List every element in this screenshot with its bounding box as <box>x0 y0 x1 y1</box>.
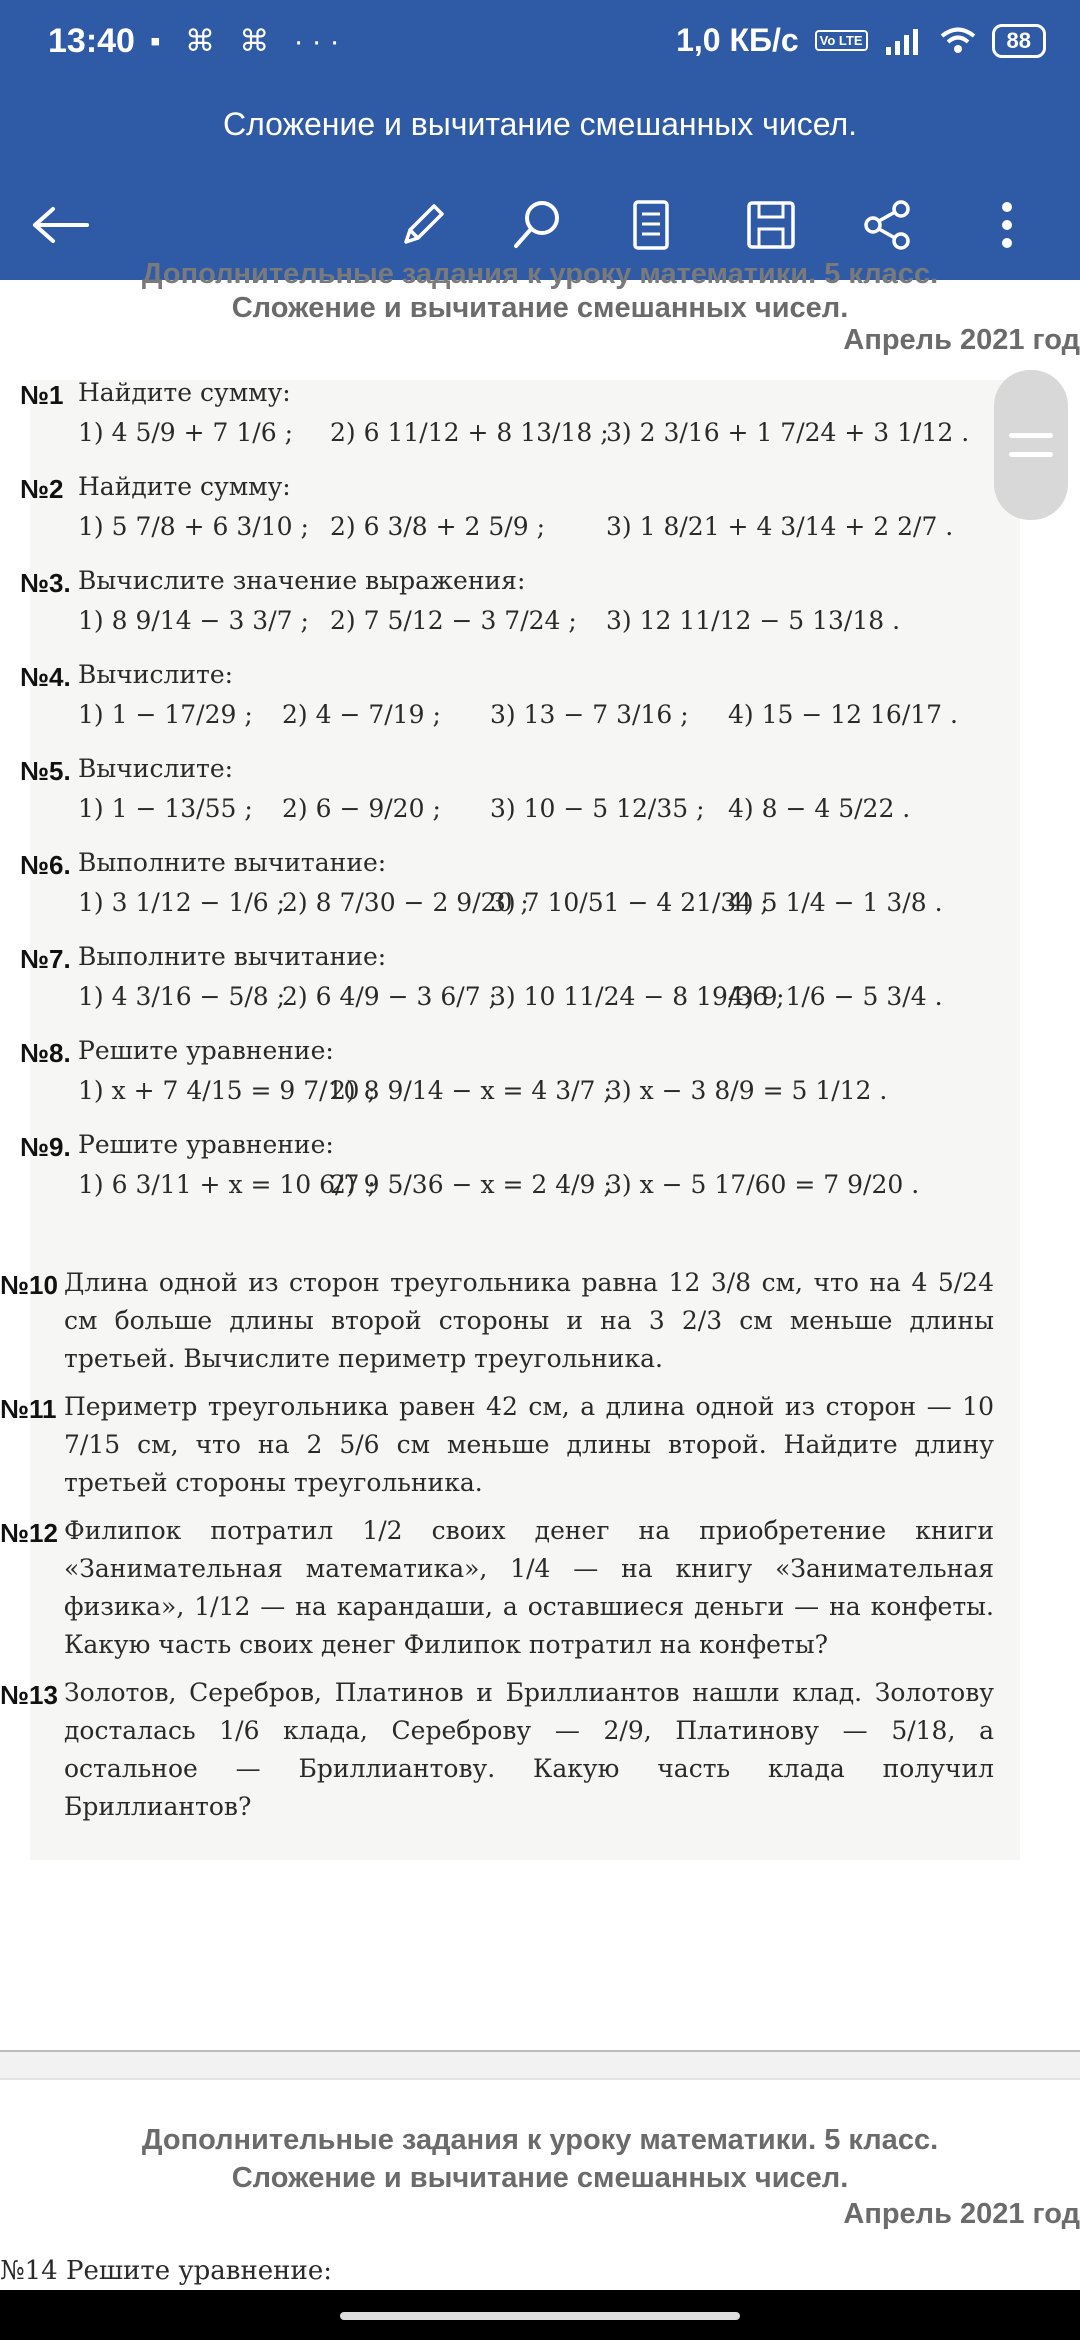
task-title: Решите уравнение: <box>78 1036 334 1065</box>
wifi-icon <box>940 27 976 55</box>
task-item: 2) 8 7/30 − 2 9/20 ; <box>282 888 529 917</box>
task-title: Вычислите: <box>78 754 234 783</box>
status-time: 13:40 <box>48 22 135 60</box>
task-number: №9. <box>20 1132 71 1162</box>
task-title: Выполните вычитание: <box>78 848 387 877</box>
save-button[interactable] <box>736 190 806 260</box>
document-title: Сложение и вычитание смешанных чисел. <box>0 92 1080 180</box>
page-header: Сложение и вычитание смешанных чисел. <box>231 292 849 324</box>
task-item: 2) 8 9/14 − x = 4 3/7 ; <box>330 1076 612 1105</box>
task-title: Найдите сумму: <box>78 378 291 407</box>
battery-icon: 88 <box>992 24 1046 58</box>
task-item: 2) 6 − 9/20 ; <box>282 794 441 823</box>
search-icon <box>510 198 564 252</box>
task-item: 4) 9 1/6 − 5 3/4 . <box>728 982 943 1011</box>
task-item: 1) 1 − 17/29 ; <box>78 700 253 729</box>
task-number: №11 <box>0 1394 57 1424</box>
task-item: 2) 4 − 7/19 ; <box>282 700 441 729</box>
edit-button[interactable] <box>388 190 458 260</box>
word-problem: Золотов, Серебров, Платинов и Бриллиантов нашли клад. Золотову досталась 1/6 клада, Сереброву — 2/9, Платинову — 5/18, а остальное — Бриллиантову. Какую часть клада получил Бриллиантов? <box>64 1678 994 1821</box>
back-arrow-icon <box>31 205 91 245</box>
task-item: 1) 6 3/11 + x = 10 6/7 ; <box>78 1170 376 1199</box>
task-number: №5. <box>20 756 71 786</box>
notification-icons: ▪ ⌘ ⌘ ··· <box>150 25 348 58</box>
home-gesture-bar[interactable] <box>340 2312 740 2320</box>
save-icon <box>745 199 797 251</box>
task-title: Найдите сумму: <box>78 472 291 501</box>
task-item: 1) 8 9/14 − 3 3/7 ; <box>78 606 309 635</box>
pencil-icon <box>398 200 448 250</box>
task-number: №1 <box>20 380 64 410</box>
task-number: №3. <box>20 568 71 598</box>
page-header-cut: Дополнительные задания к уроку математики. 5 класс. <box>141 258 939 290</box>
task-item: 4) 15 − 12 16/17 . <box>728 700 958 729</box>
network-speed: 1,0 КБ/с <box>676 22 799 58</box>
search-button[interactable] <box>502 190 572 260</box>
scroll-handle[interactable] <box>994 370 1068 520</box>
task-title: Вычислите: <box>78 660 234 689</box>
task-item: 3) 7 10/51 − 4 21/34 ; <box>490 888 769 917</box>
status-bar <box>0 0 1080 92</box>
task-title: Выполните вычитание: <box>78 942 387 971</box>
task-item: 3) 13 − 7 3/16 ; <box>490 700 689 729</box>
volte-icon: Vo LTE <box>815 30 868 51</box>
task-title: Решите уравнение: <box>78 1130 334 1159</box>
task-item: 3) x − 5 17/60 = 7 9/20 . <box>606 1170 920 1199</box>
task-item: 1) 5 7/8 + 6 3/10 ; <box>78 512 309 541</box>
task-item: 4) 5 1/4 − 1 3/8 . <box>728 888 943 917</box>
document-page[interactable] <box>0 258 1080 2050</box>
word-problem: Филипок потратил 1/2 своих денег на приобретение книги «Занимательная математика», 1/4 — на книгу «Занимательная физика», 1/12 — на карандаши, а оставшиеся деньги — на конфеты. Какую часть своих денег Филипок потратил на конфеты? <box>64 1516 994 1659</box>
task-14-title: №14 Решите уравнение: <box>0 2256 332 2286</box>
task-number: №10 <box>0 1270 58 1300</box>
task-item: 1) 1 − 13/55 ; <box>78 794 253 823</box>
task-item: 1) 3 1/12 − 1/6 ; <box>78 888 286 917</box>
more-button[interactable] <box>972 190 1042 260</box>
page-separator <box>0 2050 1080 2080</box>
task-item: 2) 6 3/8 + 2 5/9 ; <box>330 512 545 541</box>
task-item: 4) 8 − 4 5/22 . <box>728 794 911 823</box>
status-right <box>676 22 1046 59</box>
page2-date: Апрель 2021 год <box>843 2198 1080 2230</box>
task-number: №7. <box>20 944 71 974</box>
task-item: 1) x + 7 4/15 = 9 7/10 ; <box>78 1076 376 1105</box>
word-problem: Периметр треугольника равен 42 см, а длина одной из сторон — 10 7/15 см, что на 2 5/6 см меньше длины второй. Найдите длину третьей стороны треугольника. <box>64 1392 994 1497</box>
task-title: Вычислите значение выражения: <box>78 566 526 595</box>
task-number: №6. <box>20 850 71 880</box>
task-item: 2) 9 5/36 − x = 2 4/9 ; <box>330 1170 612 1199</box>
page-date: Апрель 2021 год <box>843 324 1080 356</box>
document-icon <box>629 198 673 252</box>
document-page-2[interactable] <box>0 2090 1080 2290</box>
share-button[interactable] <box>852 190 922 260</box>
task-item: 3) 1 8/21 + 4 3/14 + 2 2/7 . <box>606 512 954 541</box>
back-button[interactable] <box>26 190 96 260</box>
task-item: 3) 10 11/24 − 8 19/36 ; <box>490 982 785 1011</box>
page2-subheader: Сложение и вычитание смешанных чисел. <box>231 2162 849 2194</box>
page2-header: Дополнительные задания к уроку математики. 5 класс. <box>141 2124 939 2156</box>
share-icon <box>861 199 913 251</box>
task-item: 3) 2 3/16 + 1 7/24 + 3 1/12 . <box>606 418 970 447</box>
task-number: №4. <box>20 662 71 692</box>
task-number: №12 <box>0 1518 58 1548</box>
task-item: 3) 12 11/12 − 5 13/18 . <box>606 606 901 635</box>
task-item: 3) x − 3 8/9 = 5 1/12 . <box>606 1076 888 1105</box>
task-item: 2) 6 11/12 + 8 13/18 ; <box>330 418 609 447</box>
task-number: №2 <box>20 474 64 504</box>
view-mode-button[interactable] <box>616 190 686 260</box>
task-item: 1) 4 3/16 − 5/8 ; <box>78 982 286 1011</box>
task-number: №8. <box>20 1038 71 1068</box>
task-item: 3) 10 − 5 12/35 ; <box>490 794 705 823</box>
task-number: №13 <box>0 1680 58 1710</box>
task-item: 2) 6 4/9 − 3 6/7 ; <box>282 982 497 1011</box>
task-item: 2) 7 5/12 − 3 7/24 ; <box>330 606 577 635</box>
task-item: 1) 4 5/9 + 7 1/6 ; <box>78 418 293 447</box>
system-nav-bar <box>0 2290 1080 2340</box>
signal-icon <box>884 27 924 55</box>
word-problem: Длина одной из сторон треугольника равна 12 3/8 см, что на 4 5/24 см больше длины второй стороны и на 3 2/3 см меньше длины третьей. Вычислите периметр треугольника. <box>64 1268 994 1373</box>
more-icon <box>997 199 1017 251</box>
